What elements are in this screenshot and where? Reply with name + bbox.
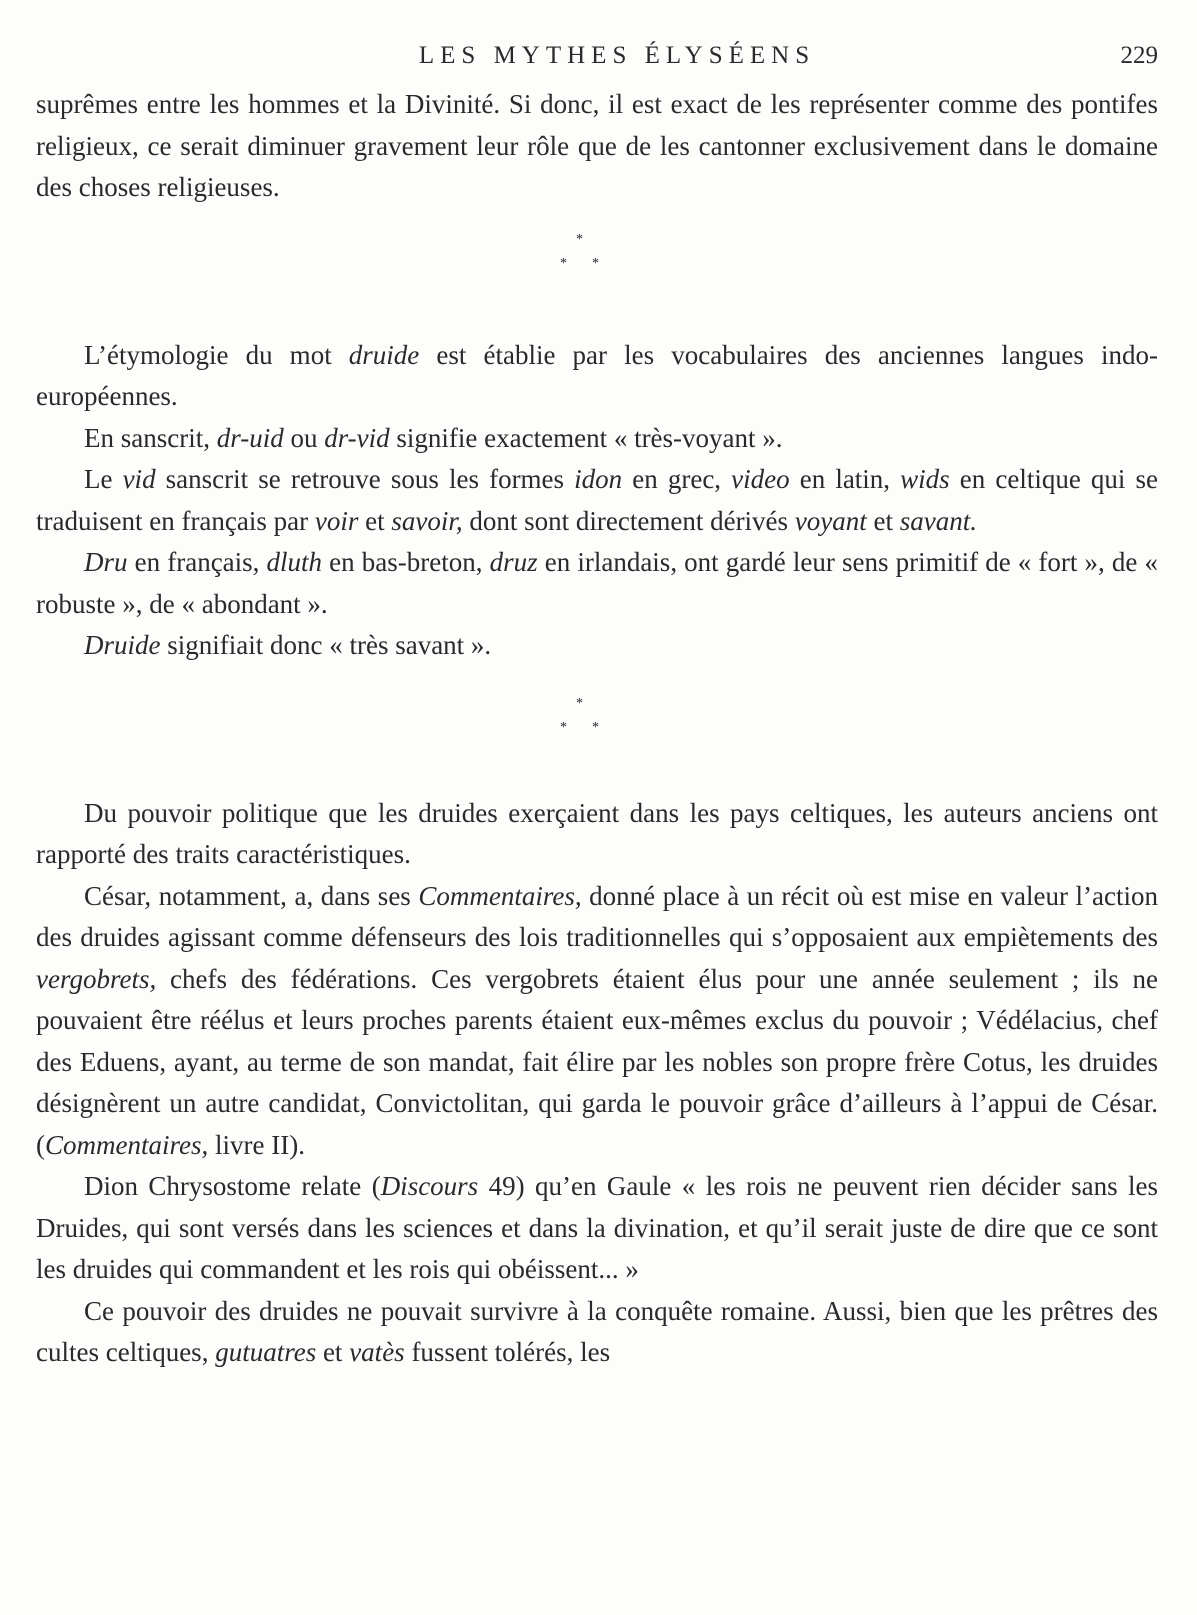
paragraph-roman-conquest: Ce pouvoir des druides ne pouvait survivre à la conquête romaine. Aussi, bien que les prêtres des cultes celtiques, gutuatres et vatès fussent tolérés, les	[36, 1295, 1158, 1367]
asterism-star-top: *	[576, 231, 583, 247]
paragraph-druide-meaning: Druide signifiait donc « très savant ».	[84, 630, 492, 660]
section-2-etymology	[36, 335, 1158, 667]
asterism-star-right: *	[592, 255, 599, 271]
section-3-political-power	[36, 793, 1158, 1374]
book-page	[36, 40, 1158, 1374]
page-header	[36, 40, 1158, 84]
running-title: LES MYTHES ÉLYSÉENS	[418, 42, 816, 69]
paragraph-continuation: suprêmes entre les hommes et la Divinité. Si donc, il est exact de les représenter comme des pontifes religieux, ce serait diminuer gravement leur rôle que de les cantonner exclusivement dans le domaine des choses religieuses.	[36, 89, 1158, 202]
paragraph-dru: Dru en français, dluth en bas-breton, druz en irlandais, ont gardé leur sens primitif de « fort », de « robuste », de « abondant ».	[36, 547, 1158, 619]
paragraph-sanskrit: En sanscrit, dr-uid ou dr-vid signifie exactement « très-voyant ».	[84, 422, 783, 453]
paragraph-dion: Dion Chrysostome relate (Discours 49) qu’en Gaule « les rois ne peuvent rien décider sans les Druides, qui sont versés dans les sciences et dans la divination, et qu’il serait juste de dire que ce sont les druides qui commandent et les rois qui obéissent... »	[36, 1171, 1158, 1284]
asterism-separator	[36, 673, 1158, 793]
section-1	[36, 84, 1158, 209]
asterism-star-top: *	[576, 695, 583, 711]
paragraph-vid: Le vid sanscrit se retrouve sous les formes idon en grec, video en latin, wids en celtique qui se traduisent en français par voir et savoir, dont sont directement dérivés voyant et savant.	[36, 464, 1158, 536]
paragraph-caesar: César, notamment, a, dans ses Commentaires, donné place à un récit où est mise en valeur l’action des druides agissant comme défenseurs des lois traditionnelles qui s’opposaient aux empiètements des vergobrets, chefs des fédérations. Ces vergobrets étaient élus pour une année seulement ; ils ne pouvaient être réélus et leurs proches parents étaient eux-mêmes exclus du pouvoir ; Védélacius, chef des Eduens, ayant, au terme de son mandat, fait élire par les nobles son propre frère Cotus, les druides désignèrent un autre candidat, Convictolitan, qui garda le pouvoir grâce d’ailleurs à l’appui de César. (Commentaires, livre II).	[36, 880, 1159, 1160]
asterism-separator	[36, 215, 1158, 335]
paragraph-political-intro: Du pouvoir politique que les druides exerçaient dans les pays celtiques, les auteurs anciens ont rapporté des traits caractéristiques.	[36, 797, 1158, 869]
paragraph-etymology-intro: L’étymologie du mot druide est établie par les vocabulaires des anciennes langues indo-européennes.	[36, 339, 1158, 411]
asterism-star-right: *	[592, 719, 599, 735]
asterism-star-left: *	[560, 255, 567, 271]
page-number: 229	[1120, 42, 1158, 69]
asterism-star-left: *	[560, 719, 567, 735]
